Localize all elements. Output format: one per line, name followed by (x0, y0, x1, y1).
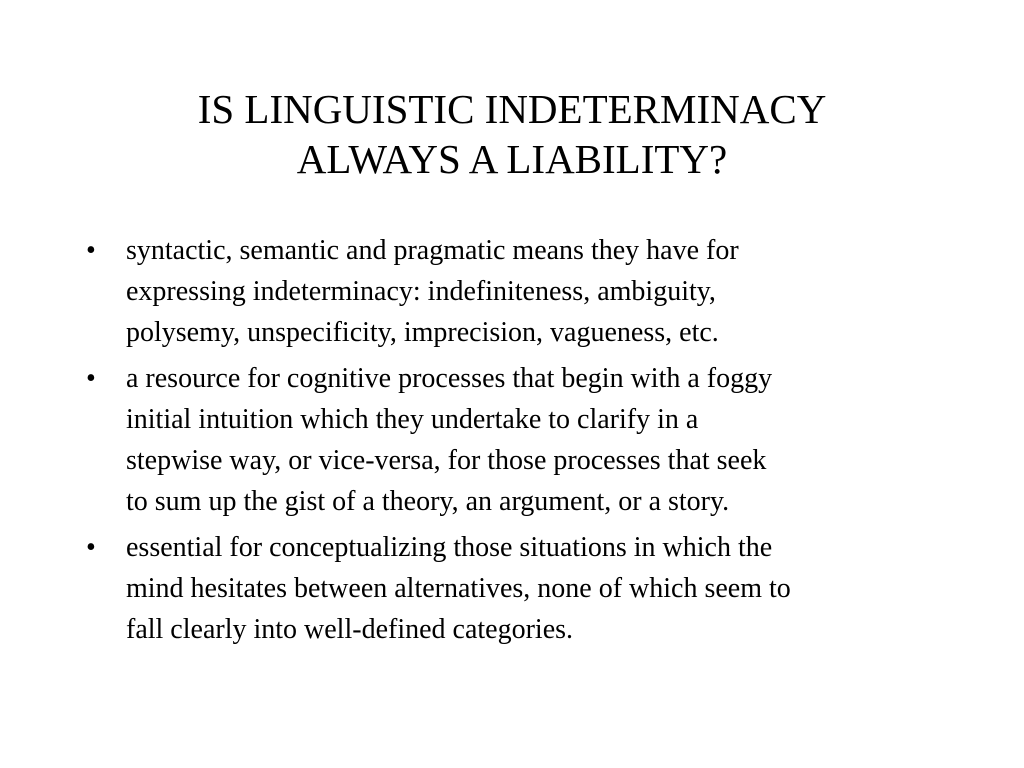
slide-title-line-2: ALWAYS A LIABILITY? (296, 136, 728, 182)
bullet-list (84, 230, 954, 655)
bullet-icon: • (86, 532, 96, 563)
slide-title (112, 84, 912, 184)
bullet-item-cognitive-resource (84, 358, 954, 522)
bullet-text-line: essential for conceptualizing those situations in which the (126, 532, 773, 563)
slide-title-line-1: IS LINGUISTIC INDETERMINACY (197, 86, 827, 132)
bullet-text-line: mind hesitates between alternatives, none of which seem to (126, 573, 791, 604)
bullet-text-line: initial intuition which they undertake to clarify in a (126, 404, 699, 435)
bullet-text-line: polysemy, unspecificity, imprecision, vagueness, etc. (126, 317, 719, 348)
bullet-item-conceptualizing (84, 527, 954, 650)
bullet-icon: • (86, 363, 96, 394)
bullet-text-line: syntactic, semantic and pragmatic means they have for (126, 235, 739, 266)
bullet-text-line: stepwise way, or vice-versa, for those processes that seek (126, 445, 767, 476)
bullet-text-line: a resource for cognitive processes that begin with a foggy (126, 363, 773, 394)
bullet-text-line: expressing indeterminacy: indefiniteness, ambiguity, (126, 276, 716, 307)
bullet-icon: • (86, 235, 96, 266)
bullet-text-line: fall clearly into well-defined categories. (126, 614, 574, 645)
bullet-text-line: to sum up the gist of a theory, an argument, or a story. (126, 486, 730, 517)
bullet-item-syntactic-means (84, 230, 954, 353)
